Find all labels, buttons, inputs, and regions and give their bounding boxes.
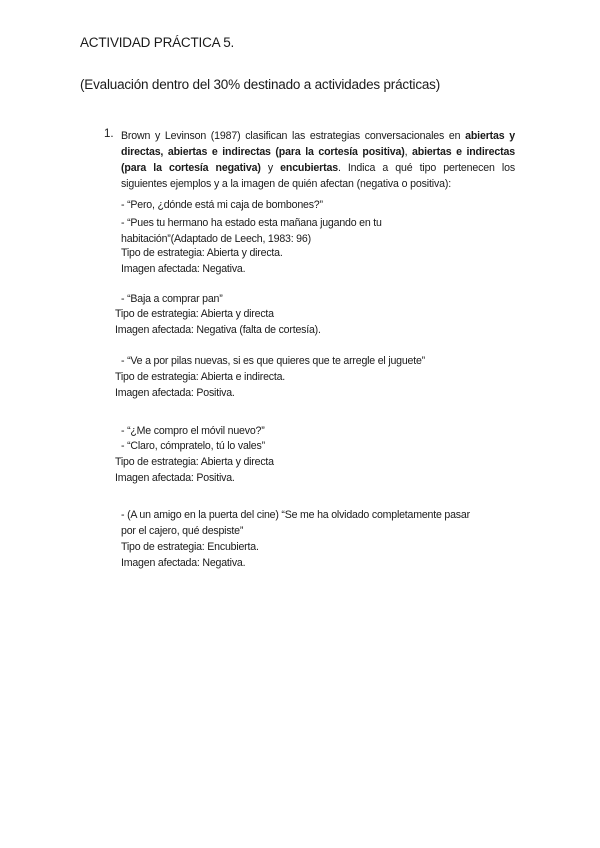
intro-bold-3: encubiertas [280,162,338,174]
example-2-image: Imagen afectada: Negativa (falta de cortesía). [115,324,321,336]
example-5-strategy: Tipo de estrategia: Encubierta. [121,541,259,553]
evaluation-note: (Evaluación dentro del 30% destinado a actividades prácticas) [80,77,441,92]
intro-text-3: y [260,162,281,174]
example-2-line-1: - “Baja a comprar pan” [121,293,223,305]
intro-text-4: . Indica a qué tipo pertenecen los siguientes ejemplos y a la imagen de quién afectan (negativa o positiva): [121,162,515,190]
example-5-line-2: por el cajero, qué despiste” [121,525,244,537]
example-5-line-1: - (A un amigo en la puerta del cine) “Se me ha olvidado completamente pasar [121,509,470,521]
example-4-strategy: Tipo de estrategia: Abierta y directa [115,456,274,468]
example-2-strategy: Tipo de estrategia: Abierta y directa [115,308,274,320]
example-1-image: Imagen afectada: Negativa. [121,263,246,275]
example-1-line-2: - “Pues tu hermano ha estado esta mañana jugando en tu [121,217,382,229]
example-3-strategy: Tipo de estrategia: Abierta e indirecta. [115,371,286,383]
example-4-line-2: - “Claro, cómpratelo, tú lo vales” [121,440,265,452]
example-1-line-3: habitación”(Adaptado de Leech, 1983: 96) [121,233,311,245]
example-3-line-1: - “Ve a por pilas nuevas, si es que quieres que te arregle el juguete” [121,355,426,367]
activity-title: ACTIVIDAD PRÁCTICA 5. [80,35,235,50]
example-3-image: Imagen afectada: Positiva. [115,387,235,399]
example-1-strategy: Tipo de estrategia: Abierta y directa. [121,247,283,259]
intro-bold-2: abiertas e indirectas (para la cortesía negativa) [121,146,515,174]
example-1-line-1: - “Pero, ¿dónde está mi caja de bombones?” [121,199,323,211]
intro-text-1: Brown y Levinson (1987) clasifican las estrategias conversacionales en [121,130,466,142]
exercise-instructions [121,128,515,192]
intro-bold-1: abiertas y directas, abiertas e indirectas (para la cortesía positiva) [121,130,516,158]
example-5-image: Imagen afectada: Negativa. [121,557,246,569]
item-number: 1. [104,128,114,140]
example-4-image: Imagen afectada: Positiva. [115,472,235,484]
example-4-line-1: - “¿Me compro el móvil nuevo?” [121,425,265,437]
intro-text-2: , [404,146,413,158]
